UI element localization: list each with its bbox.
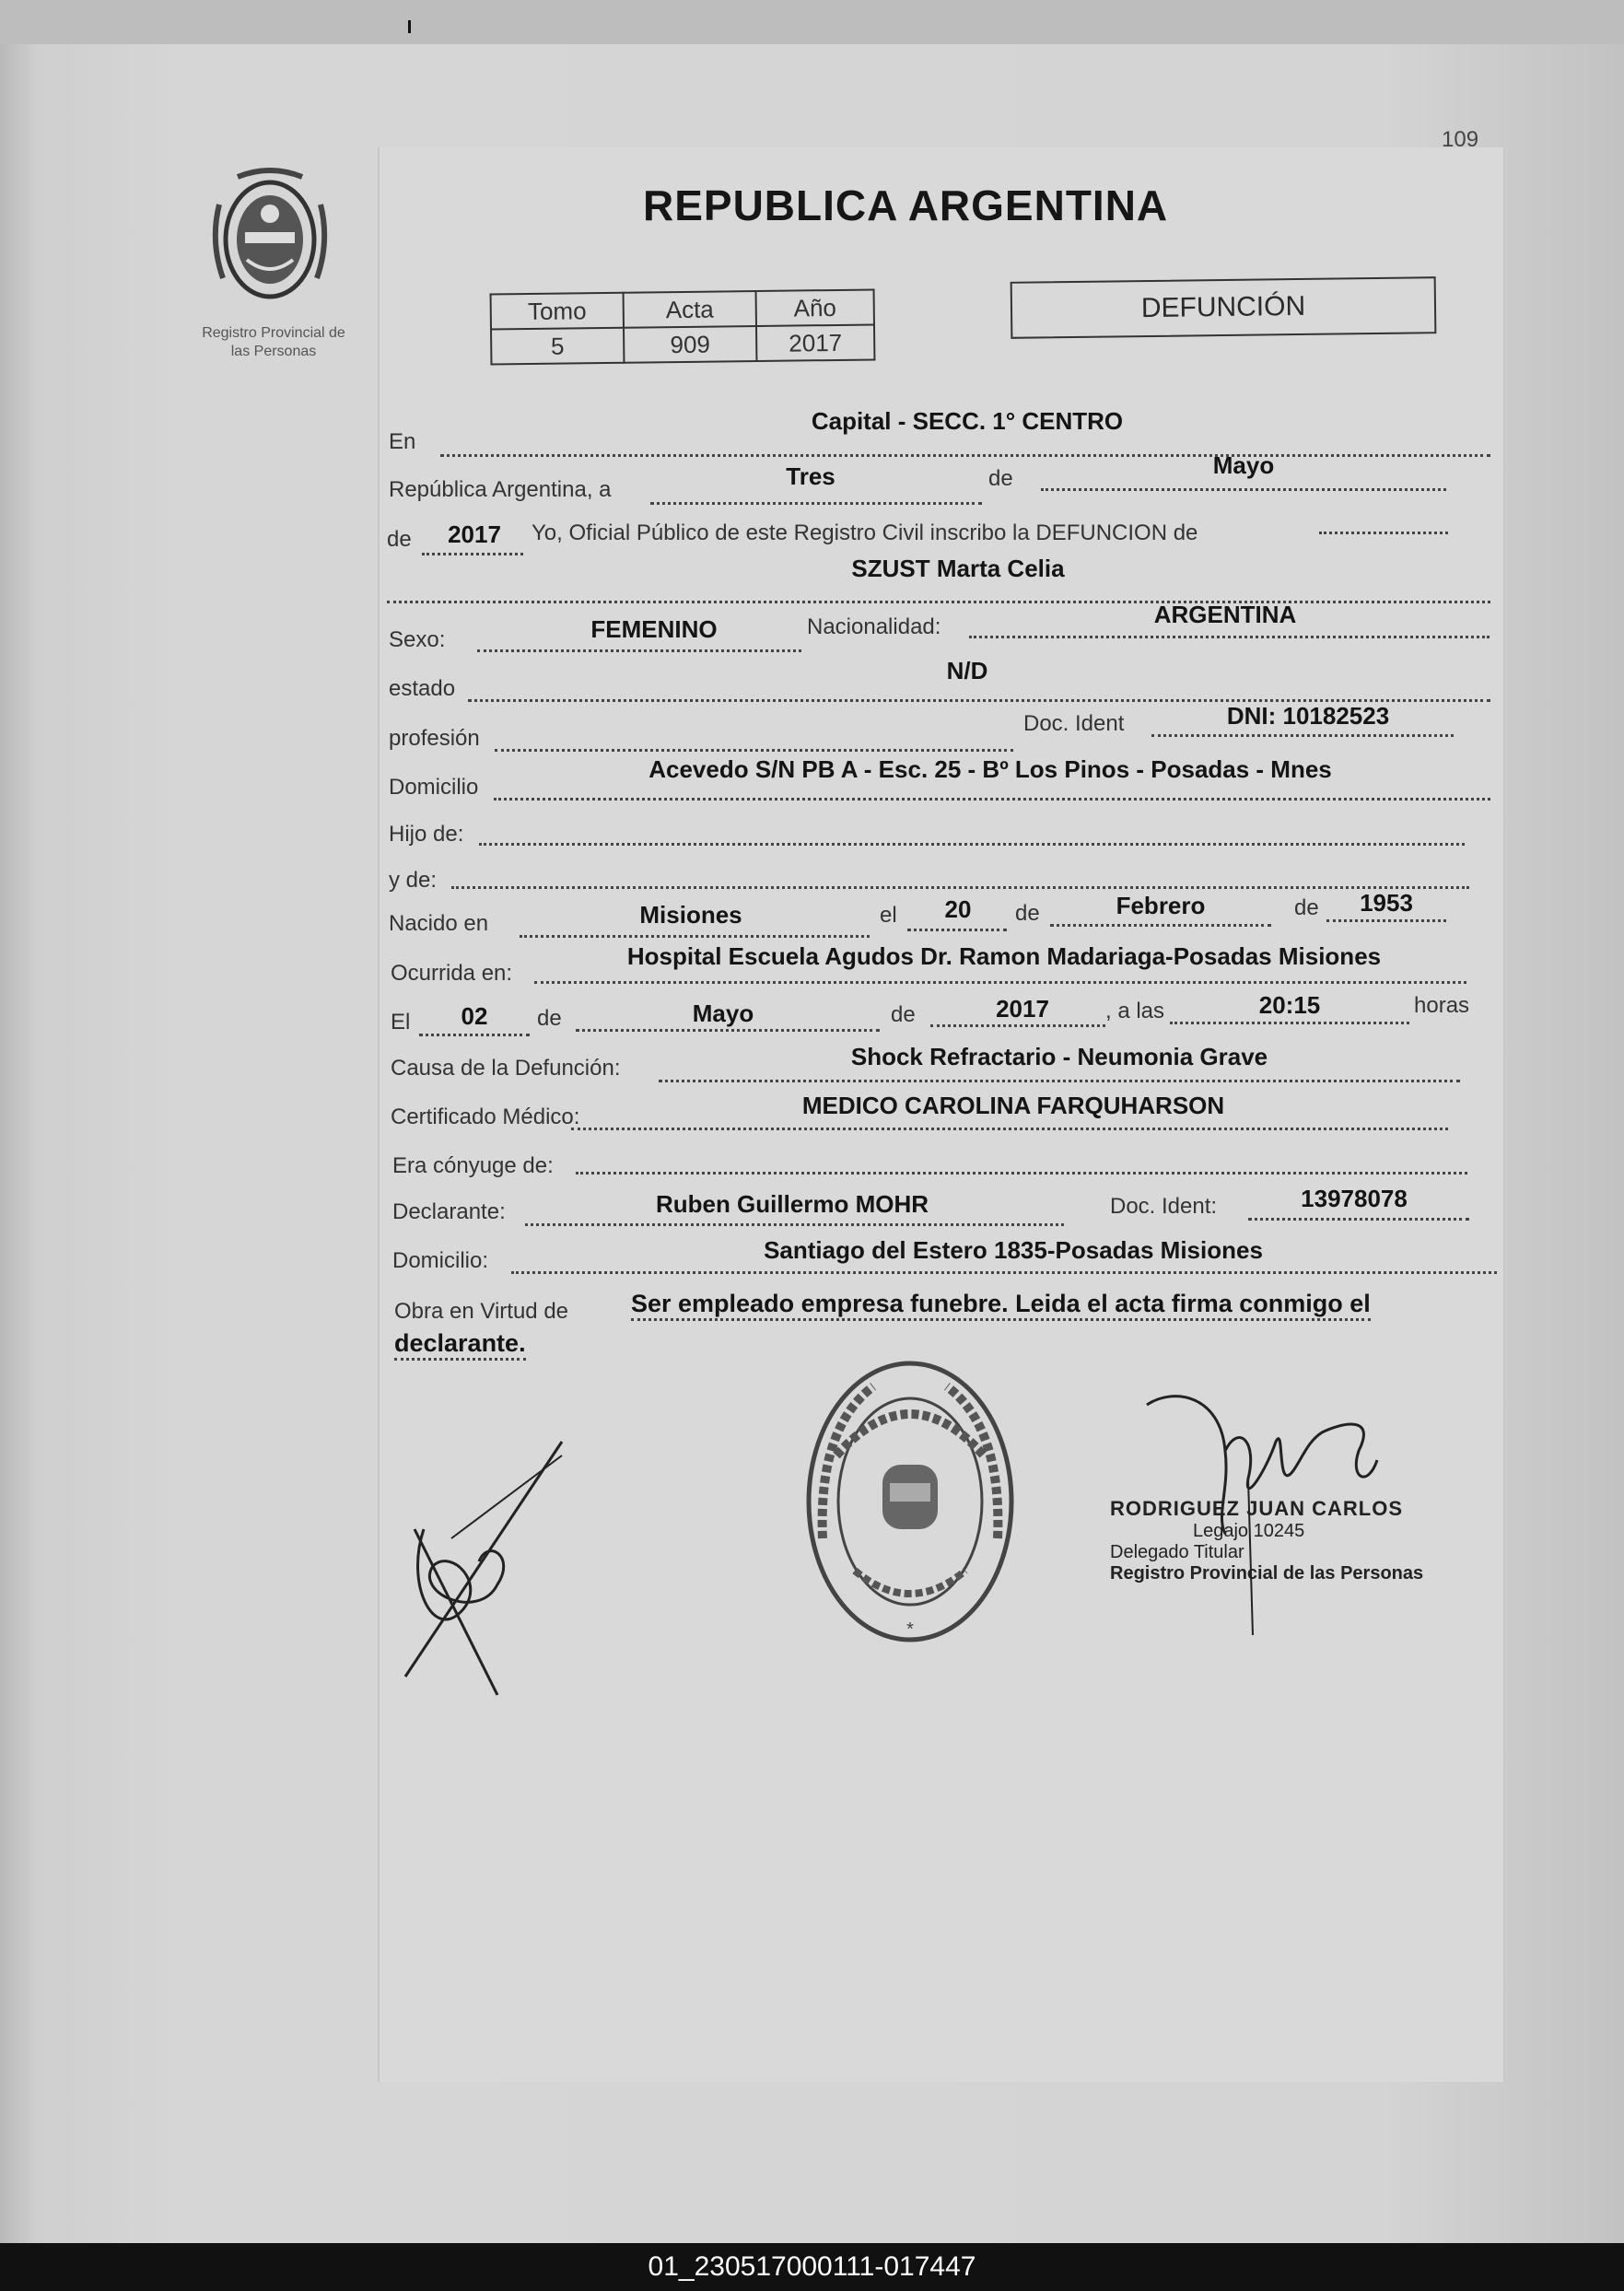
yde-label: y de:: [389, 868, 438, 893]
anio-value-text: 2017: [448, 520, 501, 548]
provincial-coat-of-arms-icon: [210, 168, 330, 306]
tomo-value: 5: [491, 328, 624, 365]
El-label: El: [391, 1010, 411, 1034]
decl-domicilio-value: Santiago del Estero 1835-Posadas Misiones: [764, 1236, 1263, 1264]
obra-label: Obra en Virtud de: [394, 1299, 569, 1324]
official-legajo: Legajo 10245: [1193, 1521, 1305, 1541]
certificado-value: MEDICO CAROLINA FARQUHARSON: [801, 1092, 1225, 1119]
en-value: Capital - SECC. 1° CENTRO: [811, 407, 1124, 435]
certificado-label: Certificado Médico:: [391, 1105, 580, 1129]
mes-value: Mayo: [1212, 451, 1275, 479]
sexo-dotted-line: [477, 649, 801, 652]
nac-mes-dotted-line: [1050, 924, 1271, 927]
certificado-dotted-line: [571, 1128, 1448, 1130]
def-dia-dotted-line: [419, 1034, 530, 1036]
def-mes-dotted-line: [576, 1029, 880, 1032]
docident-label: Doc. Ident: [1023, 711, 1125, 736]
ocurrida-dotted-line: [534, 981, 1466, 984]
republica-label: República Argentina, a: [389, 477, 612, 502]
dia-dotted-line: [650, 502, 982, 505]
decl-domicilio-label: Domicilio:: [392, 1248, 489, 1273]
ocurrida-value: Hospital Escuela Agudos Dr. Ramon Madariaga-Posadas Misiones: [626, 942, 1382, 970]
en-label: En: [389, 429, 416, 454]
document-title: REPUBLICA ARGENTINA: [643, 181, 1169, 229]
def-mes-value: Mayo: [692, 999, 754, 1027]
logo-caption: [177, 324, 370, 361]
record-type-box: DEFUNCIÓN: [1011, 276, 1437, 339]
de-label-6: de: [891, 1002, 916, 1027]
de-label-1: de: [988, 466, 1013, 491]
declarante-label: Declarante:: [392, 1199, 506, 1224]
declarant-signature: [396, 1428, 580, 1704]
acta-value: 909: [624, 326, 756, 363]
horas-label: horas: [1414, 993, 1470, 1018]
def-anio-dotted-line: [930, 1024, 1105, 1027]
causa-dotted-line: [659, 1080, 1460, 1082]
anio-value: 2017: [756, 324, 874, 361]
official-stamp-block: [1110, 1497, 1423, 1584]
logo-caption-line2: las Personas: [230, 344, 317, 359]
yde-dotted-line: [451, 886, 1469, 889]
dia-value: Tres: [786, 462, 835, 490]
decl-doc-label: Doc. Ident:: [1110, 1194, 1218, 1219]
hijo-dotted-line: [479, 843, 1465, 846]
nacido-label: Nacido en: [389, 911, 489, 936]
nombre-value: SZUST Marta Celia: [851, 555, 1065, 582]
nac-anio-value: 1953: [1360, 889, 1413, 917]
docident-value: DNI: 10182523: [1226, 702, 1390, 730]
nacionalidad-label: Nacionalidad:: [807, 614, 941, 639]
official-registro: Registro Provincial de las Personas: [1110, 1563, 1424, 1584]
def-dia-value: 02: [461, 1002, 488, 1030]
mes-dotted-line: [1041, 488, 1446, 491]
oficial-text: Yo, Oficial Público de este Registro Civil inscribo la DEFUNCION de: [532, 520, 1198, 545]
conyuge-dotted-line: [576, 1172, 1467, 1175]
obra-value-line1: Ser empleado empresa funebre. Leida el acta firma conmigo el: [631, 1290, 1371, 1321]
estado-label: estado: [389, 676, 456, 701]
def-anio-value: 2017: [996, 995, 1049, 1023]
logo-caption-line1: Registro Provincial de: [202, 325, 345, 341]
page-number: 109: [1442, 127, 1479, 152]
tomo-header: Tomo: [491, 293, 624, 330]
declarante-value: Ruben Guillermo MOHR: [655, 1190, 929, 1218]
decl-doc-dotted-line: [1248, 1218, 1469, 1221]
domicilio-value: Acevedo S/N PB A - Esc. 25 - Bº Los Pinos - Posadas - Mnes: [648, 755, 1332, 783]
domicilio-label: Domicilio: [389, 775, 479, 800]
nac-mes-value: Febrero: [1116, 892, 1206, 919]
scan-top-band: [0, 0, 1624, 44]
svg-text:*: *: [906, 1619, 914, 1640]
nac-dia-value: 20: [944, 895, 972, 923]
conyuge-label: Era cónyuge de:: [392, 1153, 554, 1178]
decl-domicilio-dotted-line: [511, 1271, 1497, 1274]
alas-label: , a las: [1105, 999, 1165, 1023]
declarante-dotted-line: [525, 1223, 1064, 1226]
nacido-value: Misiones: [639, 901, 742, 929]
acta-header: Acta: [624, 291, 756, 328]
docident-dotted-line: [1151, 734, 1454, 737]
def-hora-value: 20:15: [1258, 991, 1321, 1019]
official-name: RODRIGUEZ JUAN CARLOS: [1110, 1497, 1404, 1520]
domicilio-dotted-line: [494, 798, 1490, 801]
ocurrida-label: Ocurrida en:: [391, 961, 513, 986]
sexo-value: FEMENINO: [590, 615, 718, 643]
nacionalidad-dotted-line: [969, 636, 1490, 638]
anio-dotted-line: [422, 553, 523, 555]
nac-dia-dotted-line: [907, 929, 1007, 931]
el-label: el: [880, 903, 897, 928]
nac-anio-dotted-line: [1326, 919, 1446, 922]
obra-value-line2: declarante.: [394, 1329, 526, 1361]
oficial-dotted-line: [1319, 532, 1448, 534]
sexo-label: Sexo:: [389, 627, 446, 652]
de-label-5: de: [537, 1006, 562, 1031]
de-label-3: de: [1015, 901, 1040, 926]
estado-value: N/D: [946, 657, 988, 684]
profesion-dotted-line: [495, 749, 1013, 752]
causa-value: Shock Refractario - Neumonia Grave: [850, 1043, 1268, 1070]
causa-label: Causa de la Defunción:: [391, 1056, 621, 1081]
de-label-2: de: [387, 527, 412, 552]
official-cargo: Delegado Titular: [1110, 1542, 1244, 1562]
profesion-label: profesión: [389, 726, 480, 751]
decl-doc-value: 13978078: [1301, 1185, 1408, 1212]
register-table: [490, 288, 876, 365]
anio-header: Año: [756, 289, 874, 326]
registry-seal-icon: [800, 1354, 1021, 1649]
de-label-4: de: [1294, 895, 1319, 920]
nacido-dotted-line: [520, 935, 870, 938]
hijo-label: Hijo de:: [389, 822, 464, 847]
scan-mark: [408, 20, 411, 33]
nacionalidad-value: ARGENTINA: [1153, 601, 1297, 628]
def-hora-dotted-line: [1170, 1022, 1409, 1024]
scan-footer-id: 01_230517000111-017447: [0, 2243, 1624, 2291]
